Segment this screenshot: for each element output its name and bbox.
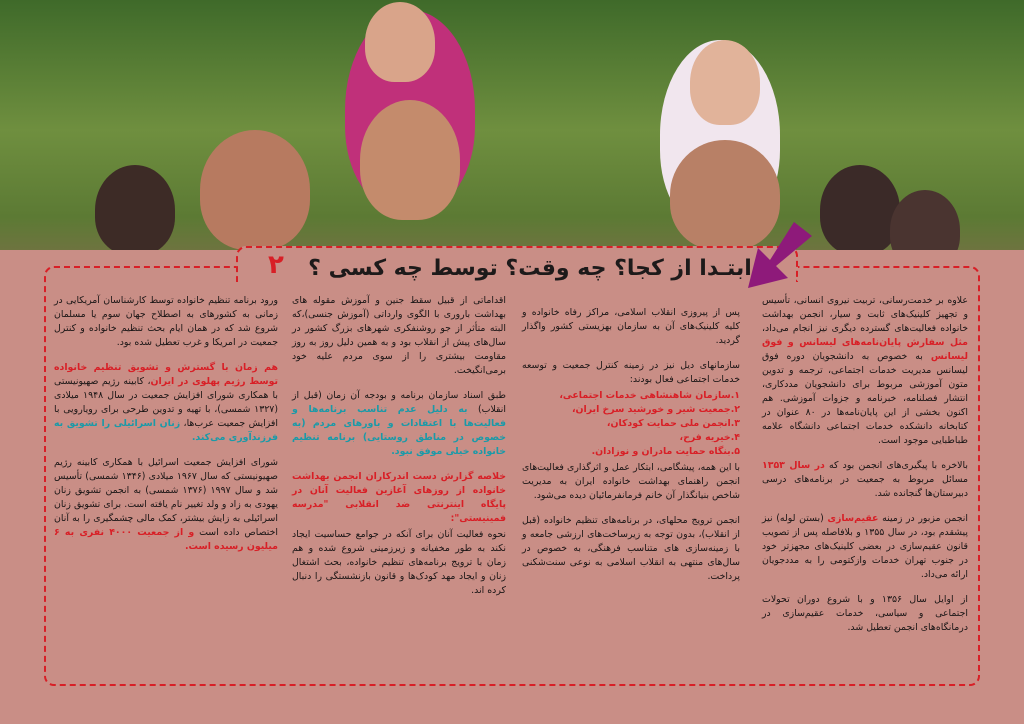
paragraph: پس از پیروزی انقلاب اسلامی، مراکز رفاه خانواده و کلیه کلینیک‌های آن به سازمان بهزیستی کشور واگذار گردید. [522,307,740,346]
paragraph: بالاخره با پیگیری‌های انجمن بود که در سال ۱۳۵۳ مسائل مربوط به جمعیت در برنامه‌های درسی دبیرستان‌ها گنجانده شد. [762,460,968,499]
paragraph: سازمانهای دیل نیز در زمینه کنترل جمعیت و توسعه خدمات اجتماعی فعال بودند: [522,360,740,385]
page-title: ابتـدا از کجا؟ چه وقت؟ توسط چه کسی ؟ [308,256,752,281]
paragraph: هم زمان با گسترش و تشویق تنظیم خانواده توسط رژیم پهلوی در ایران، کابینه رژیم صهیونیستی با همکاری شورای افزایش جمعیت در سال ۱۹۴۸ میلادی (۱۳۲۷ شمسی)، با تهیه و تدوین طرحی برای رویارویی با افزایش جمعیت عرب‌ها، زنان اسرائیلی را تشویق به فرزندآوری می‌کند. [54,362,279,443]
person-figure [200,130,310,250]
paragraph: با این همه، پیشگامی، ابتکار عمل و اثرگذاری فعالیت‌های انجمن راهنمای بهداشت خانواده ایران به مدیریت شاخص بنیانگذار آن خانم فرمانفرمائیان دیده می‌شود. [522,462,740,501]
column-4 [54,294,278,565]
paragraph: طبق اسناد سازمان برنامه و بودجه آن زمان (قبل از انقلاب) به دلیل عدم تناسب برنامه‌ها و فعالیت‌ها با اعتقادات و باورهای مردم (به خصوص در مناطق روستایی) برنامه تنظیم خانواده خیلی موفق نبود. [292,390,507,457]
person-figure [360,100,460,220]
page-number: ۲ [268,250,284,280]
paragraph: علاوه بر خدمت‌رسانی، تربیت نیروی انسانی، تأسیس و تجهیز کلینیک‌های ثابت و سیار، انجمن بهداشت خانواده فعالیت‌های گسترده دیگری نیز انجام می‌داد، مثل سفارش پایان‌نامه‌های لیسانس و فوق لیسانس به خصوص به دانشجویان دوره فوق لیسانس مدیریت خدمات اجتماعی، ترجمه و تدوین متون آموزشی مربوط برای دانشجویان مددکاری، انتشار فصلنامه، خبرنامه و جزوات آموزشی. هم اکنون بخشی از این پایان‌نامه‌ها در ۸۰ عنوان در کتابخانه دانشکده خدمات اجتماعی دانشگاه علامه طباطبایی موجود است. [762,295,968,446]
paragraph: از اوایل سال ۱۳۵۶ و با شروع دوران تحولات اجتماعی و سیاسی، خدمات عقیم‌سازی در درمانگاه‌های انجمن تعطیل شد. [762,594,969,633]
organizations-list [522,389,740,459]
list-item: ۵.بنگاه حمایت مادران و نوزادان. [591,446,740,457]
list-item: ۳.انجمن ملی حمایت کودکان، [606,418,740,429]
paragraph: ورود برنامه تنظیم خانواده توسط کارشناسان آمریکایی در زمانی به کشورهای به اصطلاح جهان سوم یا مسلمان شروع شد که در همان ایام بحث تنظیم خانواده و کنترل جمعیت در امریکا و غرب تعطیل شده بود. [54,295,278,348]
list-item: ۴.خیریه فرح، [679,432,740,443]
arrow-icon [748,222,812,292]
column-1 [762,294,968,646]
list-item: ۲.جمعیت شیر و خورشید سرخ ایران، [571,404,740,415]
person-figure [365,2,435,82]
paragraph: شورای افزایش جمعیت اسرائیل با همکاری کابینه رژیم صهیونیستی که سال ۱۹۶۷ میلادی (۱۳۴۶ شمسی) تأسیس شد و سال ۱۹۹۷ (۱۳۷۶ شمسی) به انجمن تشویق زنان یهودی به زاد و ولد تغییر نام یافته است. برای تشویق زنان اسرائیلی به زایش بیشتر، کمک مالی چشمگیری را به آنان اختصاص داده است و از جمعیت ۴۰۰۰ نفری به ۶ میلیون رسیده است. [54,457,278,552]
paragraph: انجمن مزبور در زمینه عقیم‌سازی (بستن لوله) نیز پیشقدم بود، در سال ۱۳۵۵ و بلافاصله پس از تصویب قانون عقیم‌سازی در بعضی کلینیک‌های مجهزتر خود در جنوب تهران خدمات وازکتومی را به مددجویان ارائه می‌داد. [762,513,968,580]
highlight-heading: خلاصه گزارش دست اندرکاران انجمن بهداشت خانواده از روزهای آغازین فعالیت آنان در پایگاه اینترنتی ضد انقلابی "مدرسه فمینیستی": [292,471,506,524]
person-figure [95,165,175,255]
person-figure [690,40,760,125]
list-item: ۱.سازمان شاهنشاهی خدمات اجتماعی، [559,390,740,401]
person-figure [820,165,900,255]
column-2 [522,306,740,595]
paragraph: انجمن ترویج محلهای، در برنامه‌های تنظیم خانواده (قبل از انقلاب)، بدون توجه به زیرساخت‌های ارزشی جامعه و با زمینه‌سازی های متناسب فرهنگی، به خصوص در سال‌های منتهی به انقلاب اسلامی به نوعی سنت‌شکنی پرداخت. [522,515,740,582]
paragraph: اقداماتی از قبیل سقط جنین و آموزش مقوله های بهداشت باروری با الگوی وارداتی (آموزش جنسی)،که البته متأثر از جو روشنفکری شهرهای بزرگ کشور در سال‌های پیش از انقلاب بود و به همین دلیل روز به روز مقاومت بیشتری را از سوی مردم علیه خود برمی‌انگیخت. [292,295,506,376]
column-3 [292,294,506,609]
paragraph: نحوه فعالیت آنان برای آنکه در جوامع حساسیت ایجاد نکند به طور مخفیانه و زیرزمینی شروع شده و هم زمان با ترویج برنامه‌های تنظیم خانواده، بحث اشتغال زنان و ایجاد مهد کودک‌ها و قانون بازنشستگی را دنبال کرده اند. [292,529,506,596]
